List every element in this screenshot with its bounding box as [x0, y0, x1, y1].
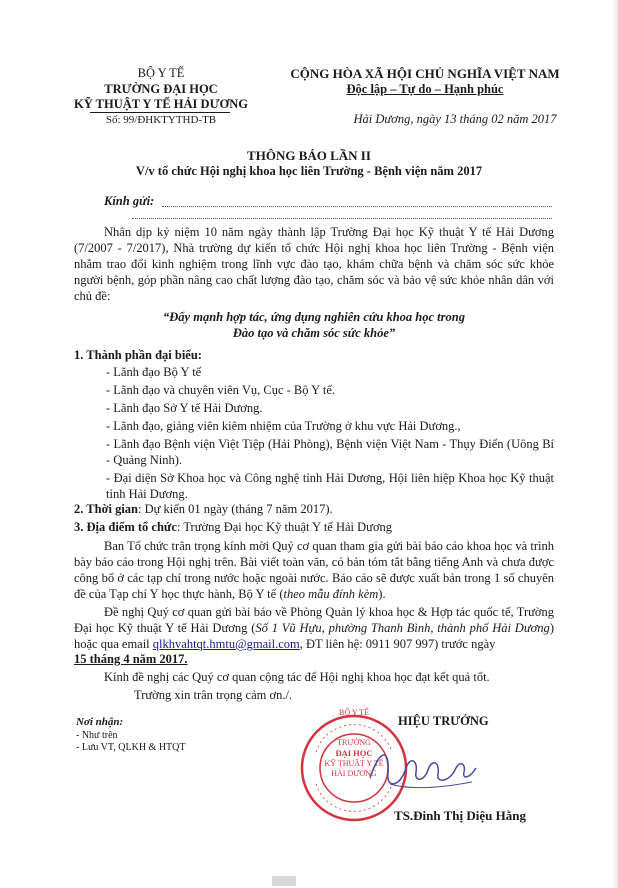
recipients-label: Nơi nhận:: [76, 716, 124, 728]
delegate-item: - Lãnh đạo Sở Y tế Hải Dương.: [106, 401, 263, 415]
national-motto: Độc lập – Tự do – Hạnh phúc: [346, 82, 504, 96]
school-name-line1: TRƯỜNG ĐẠI HỌC: [104, 82, 218, 96]
section-2-label: 2. Thời gian: [74, 502, 139, 516]
section-2-text: : Dự kiến 01 ngày (tháng 7 năm 2017).: [138, 502, 333, 516]
stamp-text-line1: TRƯỜNG: [337, 738, 371, 747]
signature-icon: [360, 738, 480, 798]
scan-mark: [272, 876, 296, 886]
delegate-item: - Lãnh đạo Bộ Y tế: [106, 365, 202, 379]
document-number: Số: 99/ĐHKTYTHD-TB: [105, 114, 217, 126]
signer-title: HIỆU TRƯỞNG: [398, 714, 489, 728]
theme-line-1: “Đẩy mạnh hợp tác, ứng dụng nghiên cứu khoa học trong: [163, 310, 465, 324]
delegate-item: - Lãnh đạo Bệnh viện Việt Tiệp (Hải Phòng), Bệnh viện Việt Nam - Thụy Điển (Uông Bí - Quảng Ninh).: [106, 437, 554, 467]
stamp-ring-text: BỘ Y TẾ: [339, 708, 369, 717]
signer-name: TS.Đinh Thị Diệu Hằng: [394, 808, 526, 823]
section-3-label: 3. Địa điểm tổ chức: [74, 520, 177, 534]
recipient-line-1: [162, 206, 552, 207]
submission-text-b: ) hoặc qua email: [74, 621, 554, 651]
section-3-text: : Trường Đại học Kỹ thuật Y tế Hải Dương: [176, 520, 393, 534]
recipient-item: - Lưu VT, QLKH & HTQT: [76, 742, 186, 753]
email-link[interactable]: qlkhvahtqt.hmtu@gmail.com: [152, 637, 300, 651]
document-subtitle: V/v tổ chức Hội nghị khoa học liên Trường - Bệnh viện năm 2017: [135, 164, 483, 178]
closing-line-1: Kính đề nghị các Quý cơ quan cộng tác để Hội nghị khoa học đạt kết quả tốt.: [104, 670, 490, 684]
document-date: Hải Dương, ngày 13 tháng 02 năm 2017: [353, 112, 557, 126]
scan-edge: [612, 0, 618, 888]
invite-text-b: ).: [378, 587, 386, 601]
recipient-line-2: [132, 218, 552, 219]
recipient-label: Kính gửi:: [104, 194, 155, 208]
nation-title: CỘNG HÒA XÃ HỘI CHỦ NGHĨA VIỆT NAM: [290, 66, 560, 81]
invite-text-a: Ban Tổ chức trân trọng kính mời Quý cơ quan tham gia gửi bài báo cáo khoa học và trình bày báo cáo trong Hội nghị trên. Bài viết toàn văn, có bản tóm tắt bằng tiếng Anh và chưa được công bố ở các tạp chí trong nước hoặc ngoài nước. Báo cáo sẽ được xuất bản trong 1 số chuyên đề của Tạp chí Y học thực hành, Bộ Y tế (: [74, 539, 554, 601]
submission-address: Số 1 Vũ Hựu, phường Thanh Bình, thành phố Hải Dương: [255, 621, 550, 635]
submission-text-c: , ĐT liên hệ: 0911 907 997) trước ngày: [299, 637, 496, 651]
intro-paragraph: Nhân dịp kỷ niệm 10 năm ngày thành lập Trường Đại học Kỹ thuật Y tế Hải Dương (7/2007 - 7/2017), Nhà trường dự kiến tổ chức Hội nghị khoa học liên Trường - Bệnh viện nhằm trao đổi kinh nghiệm trong lĩnh vực đào tạo, khám chữa bệnh và chăm sóc sức khỏe người bệnh, góp phần nâng cao chất lượng đào tạo, chăm sóc và bảo vệ sức khỏe nhân dân với chủ đề:: [74, 225, 554, 303]
header-left-rule: [90, 112, 230, 113]
delegate-item: - Đại diện Sở Khoa học và Công nghệ tỉnh Hải Dương, Hội liên hiệp Khoa học Kỹ thuật tỉnh Hải Dương.: [106, 471, 554, 501]
delegate-item: - Lãnh đạo và chuyên viên Vụ, Cục - Bộ Y tế.: [106, 383, 335, 397]
stamp-text-line3: KỸ THUẬT Y TẾ: [324, 759, 384, 768]
recipient-item: - Như trên: [76, 730, 118, 741]
theme-line-2: Đào tạo và chăm sóc sức khỏe”: [232, 326, 396, 340]
submission-paragraph: [74, 604, 554, 652]
invite-text-italic: theo mẫu đính kèm: [283, 587, 379, 601]
section-1-title: 1. Thành phần đại biểu:: [74, 348, 202, 362]
stamp-text-line2: ĐẠI HỌC: [335, 748, 373, 758]
closing-line-2: Trường xin trân trọng cảm ơn./.: [134, 688, 293, 702]
invite-paragraph: [74, 538, 554, 602]
stamp-text-line4: HẢI DƯƠNG: [331, 769, 377, 778]
delegate-item: - Lãnh đạo, giảng viên kiêm nhiệm của Trường ở khu vực Hải Dương.,: [106, 419, 461, 433]
ministry-name: BỘ Y TẾ: [137, 66, 185, 80]
submission-text-a: Đề nghị Quý cơ quan gửi bài báo về Phòng Quản lý khoa học & Hợp tác quốc tế, Trường Đại học Kỹ thuật Y tế Hải Dương (: [74, 605, 554, 635]
section-2: [74, 502, 333, 517]
document-title: THÔNG BÁO LẦN II: [247, 148, 371, 163]
school-name-line2: KỸ THUẬT Y TẾ HẢI DƯƠNG: [74, 97, 248, 111]
deadline-date: 15 tháng 4 năm 2017.: [74, 652, 188, 666]
section-3: [74, 520, 392, 535]
